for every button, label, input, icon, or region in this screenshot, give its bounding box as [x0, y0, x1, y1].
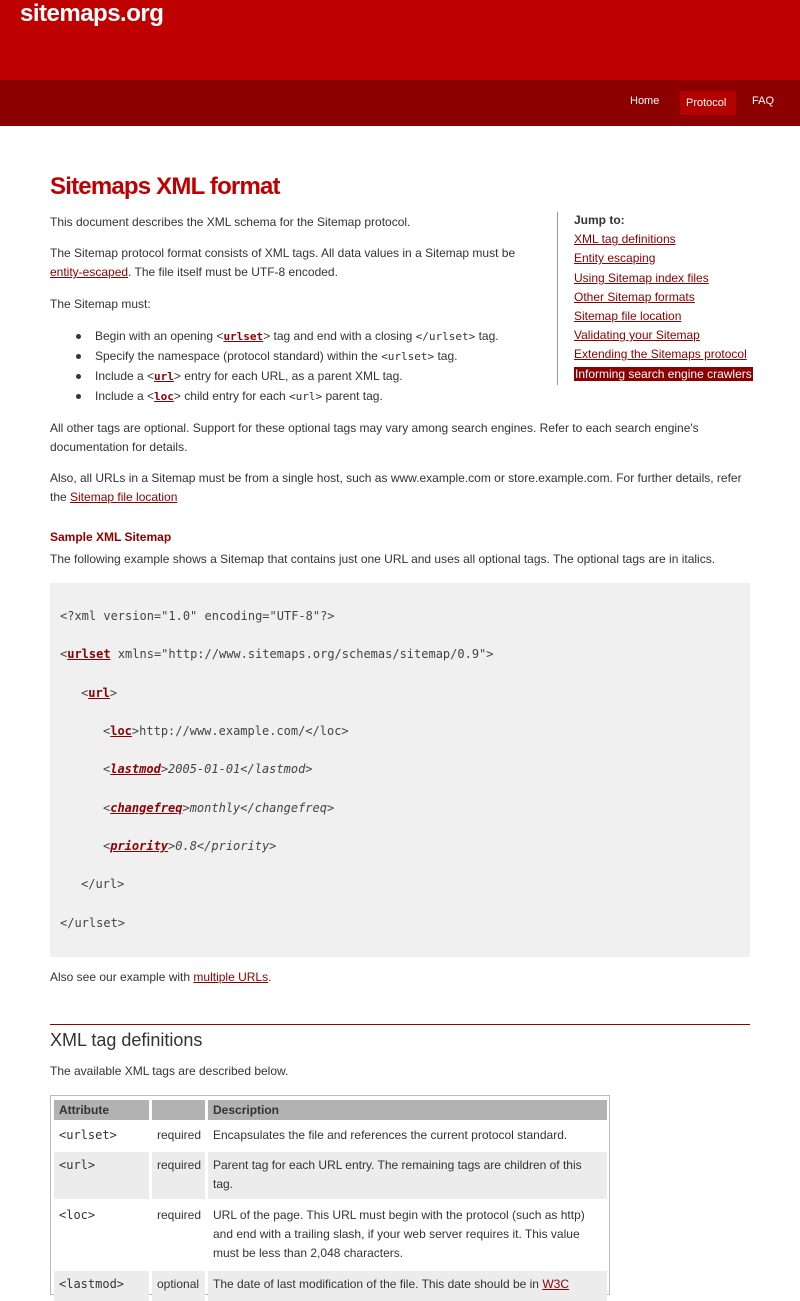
jump-to-sidebar — [557, 212, 750, 385]
bullet-text: tag. — [434, 349, 458, 363]
column-header-attribute: Attribute — [54, 1100, 149, 1120]
code-url-link[interactable]: url — [88, 686, 110, 700]
host-text-line: the — [50, 490, 71, 504]
table-cell-description — [208, 1202, 607, 1268]
description-line: must be less than 2,048 characters. — [213, 1246, 404, 1260]
column-header-description: Description — [208, 1100, 607, 1120]
code-line-urlset-close: </urlset> — [60, 916, 126, 930]
code-line-lastmod: <lastmod>2005-01-01</lastmod> — [103, 762, 313, 776]
table-cell-required: required — [157, 1208, 202, 1222]
intro-paragraph-1: This document describes the XML schema for the Sitemap protocol. — [50, 215, 411, 229]
tag-definitions-description: The available XML tags are described below. — [50, 1064, 289, 1078]
nav-home[interactable]: Home — [630, 95, 660, 107]
bullet-code: <urlset> — [381, 350, 435, 363]
description-line: URL of the page. This URL must begin with the protocol (such as http) — [213, 1208, 585, 1222]
list-item — [95, 346, 535, 366]
code-urlset-link[interactable]: urlset — [67, 647, 111, 661]
jump-link-xml-tag-definitions[interactable]: XML tag definitions — [574, 232, 676, 246]
column-header-required — [152, 1100, 205, 1120]
bullet-text: > child entry for each — [173, 389, 289, 403]
multiple-urls-link[interactable]: multiple URLs — [193, 970, 269, 984]
bullet-text: tag. — [475, 329, 499, 343]
xml-tag-definitions-heading: XML tag definitions — [50, 1030, 203, 1050]
intro-p2-text-end: . The file itself must be UTF-8 encoded. — [128, 265, 338, 279]
table-cell-attribute: <url> — [54, 1152, 149, 1199]
bullet-text: Include a < — [95, 389, 155, 403]
entity-escaped-link[interactable]: entity-escaped — [50, 265, 129, 279]
jump-link-sitemap-index-files[interactable]: Using Sitemap index files — [574, 271, 709, 285]
code-text: >monthly</changefreq> — [182, 801, 335, 815]
nav-protocol[interactable]: Protocol — [680, 91, 736, 115]
code-line-loc: <loc>http://www.example.com/</loc> — [103, 724, 349, 738]
see-also-paragraph — [50, 968, 271, 987]
url-tag-link[interactable]: url — [154, 370, 174, 383]
see-also-text: Also see our example with — [50, 970, 194, 984]
code-text: >http://www.example.com/</loc> — [131, 724, 349, 738]
page-title: Sitemaps XML format — [50, 173, 280, 200]
bullet-code: </urlset> — [415, 330, 476, 343]
bullet-text: Begin with an opening < — [95, 329, 224, 343]
code-text: xmlns="http://www.sitemaps.org/schemas/sitemap/0.9"> — [110, 647, 494, 661]
bullet-text: Specify the namespace (protocol standard) within the — [95, 349, 382, 363]
site-logo[interactable]: sitemaps.org — [20, 0, 164, 27]
code-line-urlset: <urlset xmlns="http://www.sitemaps.org/schemas/sitemap/0.9"> — [60, 647, 494, 661]
description-line: tag. — [213, 1177, 234, 1191]
nav-faq[interactable]: FAQ — [752, 95, 775, 107]
requirements-list — [95, 326, 535, 406]
intro-p2-text: The Sitemap protocol format consists of XML tags. All data values in a Sitemap must be — [50, 246, 516, 260]
table-cell-description — [208, 1271, 607, 1301]
intro-paragraph-3: The Sitemap must: — [50, 297, 151, 311]
description-line: and end with a trailing slash, if your web server requires it. This value — [213, 1227, 580, 1241]
list-item — [95, 386, 535, 406]
jump-link-informing-crawlers[interactable]: Informing search engine crawlers — [575, 367, 752, 381]
w3c-link[interactable]: W3C — [542, 1277, 569, 1291]
code-loc-link[interactable]: loc — [110, 724, 132, 738]
optional-tags-paragraph — [50, 419, 699, 457]
code-line-url-close: </url> — [81, 877, 125, 891]
table-cell-required: required — [157, 1128, 202, 1142]
host-text-line: Also, all URLs in a Sitemap must be from a single host, such as www.example.com or store.example.com. For further details, refer — [50, 471, 742, 485]
table-cell-required: required — [152, 1152, 205, 1199]
optional-text-line: All other tags are optional. Support for these optional tags may vary among search engines. Refer to each search engine's — [50, 421, 699, 435]
sample-xml-heading: Sample XML Sitemap — [50, 530, 172, 544]
bullet-code: <url> — [288, 390, 323, 403]
sitemap-file-location-link[interactable]: Sitemap file location — [70, 490, 178, 504]
code-changefreq-link[interactable]: changefreq — [110, 801, 183, 815]
jump-link-file-location[interactable]: Sitemap file location — [574, 309, 682, 323]
code-priority-link[interactable]: priority — [110, 839, 169, 853]
jump-link-other-formats[interactable]: Other Sitemap formats — [574, 290, 695, 304]
jump-to-title: Jump to: — [574, 213, 625, 227]
see-also-text-end: . — [268, 970, 272, 984]
code-line-declaration: <?xml version="1.0" encoding="UTF-8"?> — [60, 609, 335, 623]
single-host-paragraph — [50, 469, 742, 507]
table-cell-attribute: <loc> — [59, 1208, 96, 1222]
table-cell-attribute: <urlset> — [59, 1128, 117, 1142]
bullet-text: Include a < — [95, 369, 155, 383]
code-line-url: <url> — [81, 686, 118, 700]
urlset-tag-link[interactable]: urlset — [223, 330, 264, 343]
jump-link-validating[interactable]: Validating your Sitemap — [574, 328, 700, 342]
section-divider — [50, 1024, 750, 1025]
bullet-text: > tag and end with a closing — [263, 329, 416, 343]
description-line: The date of last modification of the file. This date should be in — [213, 1277, 543, 1291]
jump-link-entity-escaping[interactable]: Entity escaping — [574, 251, 656, 265]
table-cell-description: Encapsulates the file and references the current protocol standard. — [213, 1128, 568, 1142]
code-line-changefreq: <changefreq>monthly</changefreq> — [103, 801, 335, 815]
optional-text-line: documentation for details. — [50, 440, 188, 454]
list-item — [95, 366, 535, 386]
main-nav — [0, 80, 800, 126]
sample-description: The following example shows a Sitemap that contains just one URL and uses all optional tags. The optional tags are in italics. — [50, 552, 716, 566]
code-lastmod-link[interactable]: lastmod — [110, 762, 161, 776]
sample-xml-code-block — [50, 583, 750, 957]
table-cell-attribute: <lastmod> — [54, 1271, 149, 1301]
table-cell-description — [208, 1152, 607, 1199]
bullet-text: > entry for each URL, as a parent XML tag. — [173, 369, 403, 383]
jump-link-extending[interactable]: Extending the Sitemaps protocol — [574, 347, 747, 361]
code-text: >0.8</priority> — [168, 839, 277, 853]
list-item — [95, 326, 535, 346]
loc-tag-link[interactable]: loc — [154, 390, 174, 403]
code-text: >2005-01-01</lastmod> — [160, 762, 313, 776]
table-cell-required: optional — [152, 1271, 205, 1301]
site-header — [0, 0, 800, 80]
intro-paragraph-2 — [50, 244, 530, 282]
tag-definitions-table — [50, 1095, 610, 1295]
bullet-text: parent tag. — [322, 389, 383, 403]
description-line: Parent tag for each URL entry. The remaining tags are children of this — [213, 1158, 582, 1172]
code-line-priority: <priority>0.8</priority> — [103, 839, 277, 853]
